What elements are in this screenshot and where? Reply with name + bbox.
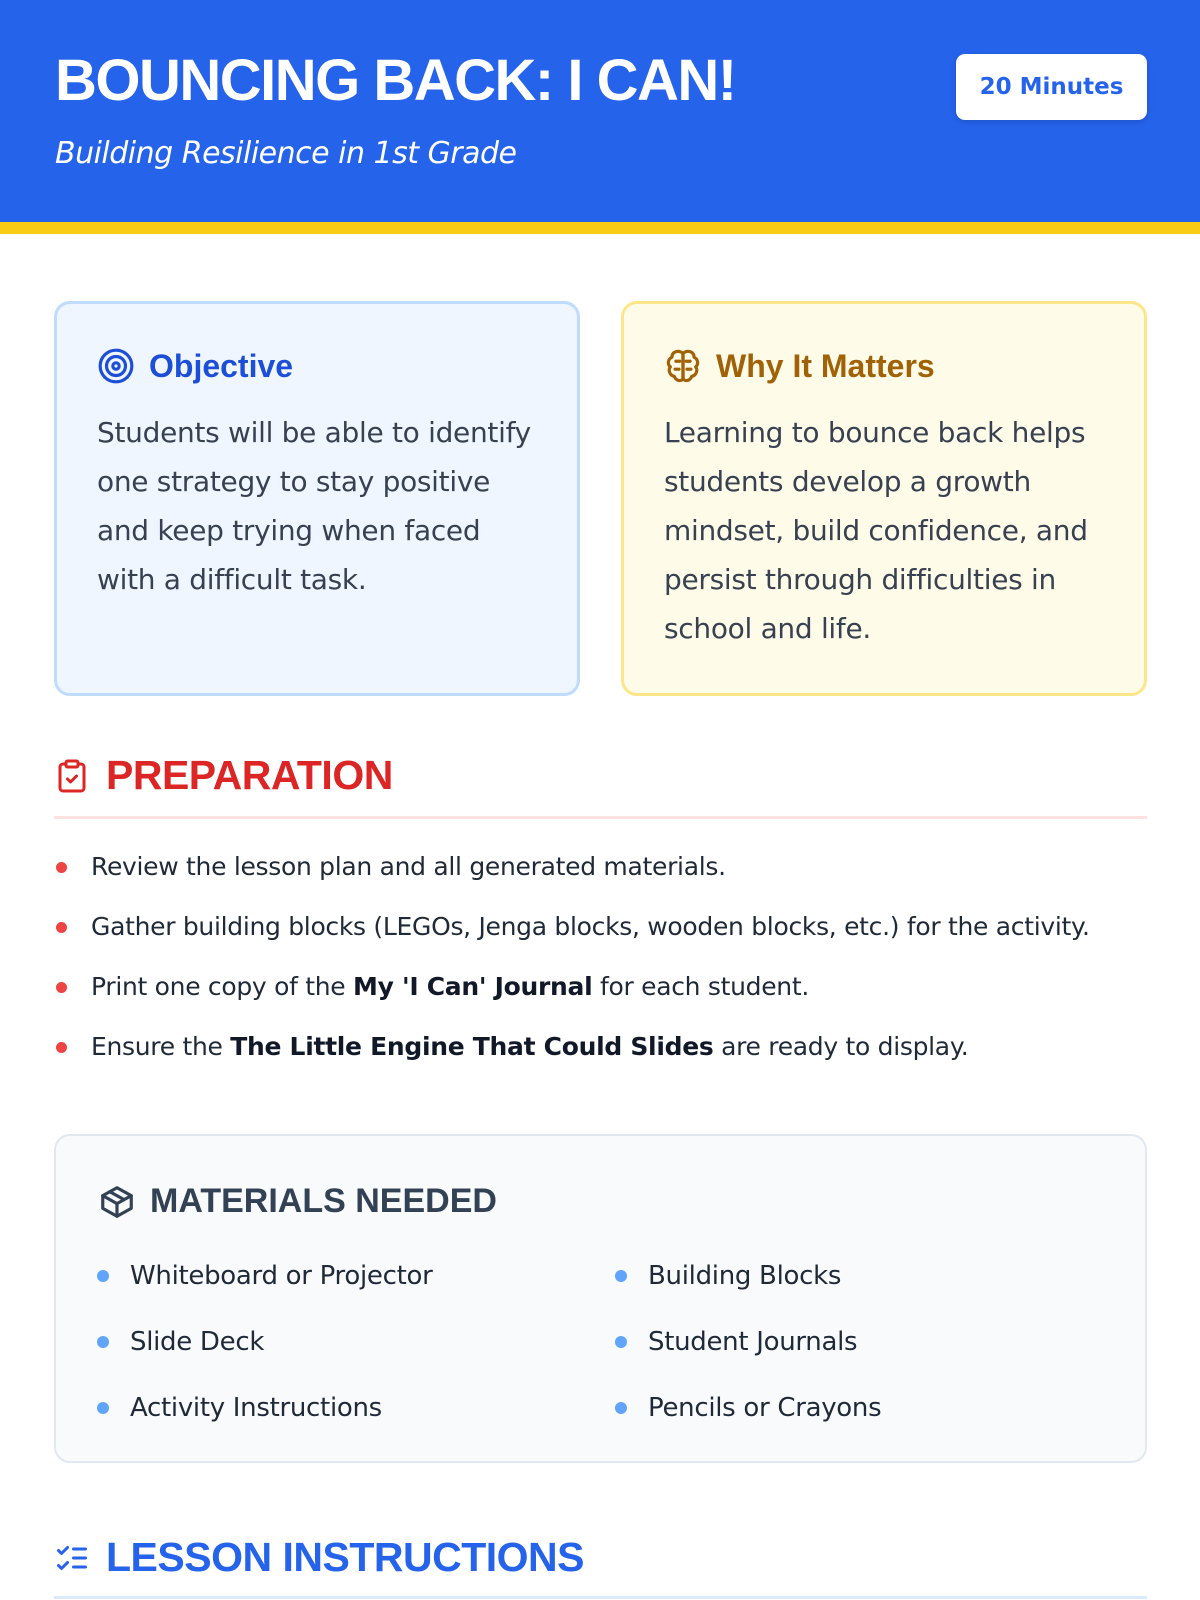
preparation-divider — [54, 816, 1147, 819]
objective-card — [54, 301, 580, 696]
preparation-title: PREPARATION — [106, 752, 393, 798]
why-text: Learning to bounce back helps students develop a growth mindset, build confidence, and persist through difficulties in school and life. — [664, 416, 1088, 645]
list-item: Whiteboard or Projector — [96, 1254, 614, 1298]
package-icon — [98, 1183, 136, 1221]
why-title: Why It Matters — [716, 347, 935, 384]
list-item — [54, 965, 1147, 1025]
lesson-instructions-header — [54, 1534, 584, 1581]
lesson-instructions-title: LESSON INSTRUCTIONS — [106, 1534, 584, 1580]
brain-icon — [664, 347, 702, 385]
list-item — [54, 1025, 1147, 1085]
duration-badge: 20 Minutes — [956, 54, 1147, 120]
item-text: Print one copy of the — [91, 972, 353, 1001]
why-it-matters-card — [621, 301, 1147, 696]
page-header — [0, 0, 1200, 234]
list-item: Activity Instructions — [96, 1386, 614, 1430]
item-text: Review the lesson plan and all generated materials. — [91, 852, 726, 881]
objective-title: Objective — [149, 347, 294, 384]
clipboard-check-icon — [54, 758, 90, 794]
list-checks-icon — [54, 1540, 90, 1576]
list-item: Slide Deck — [96, 1320, 614, 1364]
item-text: Gather building blocks (LEGOs, Jenga blocks, wooden blocks, etc.) for the activity. — [91, 912, 1090, 941]
preparation-list — [54, 845, 1147, 1085]
list-item: Pencils or Crayons — [614, 1386, 1114, 1430]
materials-header — [98, 1182, 497, 1221]
materials-panel — [54, 1134, 1147, 1463]
objective-card-header — [97, 344, 537, 388]
item-bold: My 'I Can' Journal — [353, 972, 593, 1001]
lesson-divider — [54, 1596, 1147, 1599]
materials-list — [96, 1254, 1116, 1430]
page-subtitle: Building Resilience in 1st Grade — [55, 136, 517, 171]
item-text: Ensure the — [91, 1032, 231, 1061]
page-title: BOUNCING BACK: I CAN! — [55, 48, 736, 113]
item-bold: The Little Engine That Could Slides — [230, 1032, 714, 1061]
item-text-after: are ready to display. — [713, 1032, 969, 1061]
item-text-after: for each student. — [592, 972, 809, 1001]
list-item: Building Blocks — [614, 1254, 1114, 1298]
target-icon — [97, 347, 135, 385]
list-item: Student Journals — [614, 1320, 1114, 1364]
list-item — [54, 905, 1147, 965]
preparation-header — [54, 752, 393, 799]
objective-text: Students will be able to identify one strategy to stay positive and keep trying when faced with a difficult task. — [97, 416, 531, 596]
materials-title: MATERIALS NEEDED — [150, 1182, 497, 1220]
why-card-header — [664, 344, 1104, 388]
list-item — [54, 845, 1147, 905]
